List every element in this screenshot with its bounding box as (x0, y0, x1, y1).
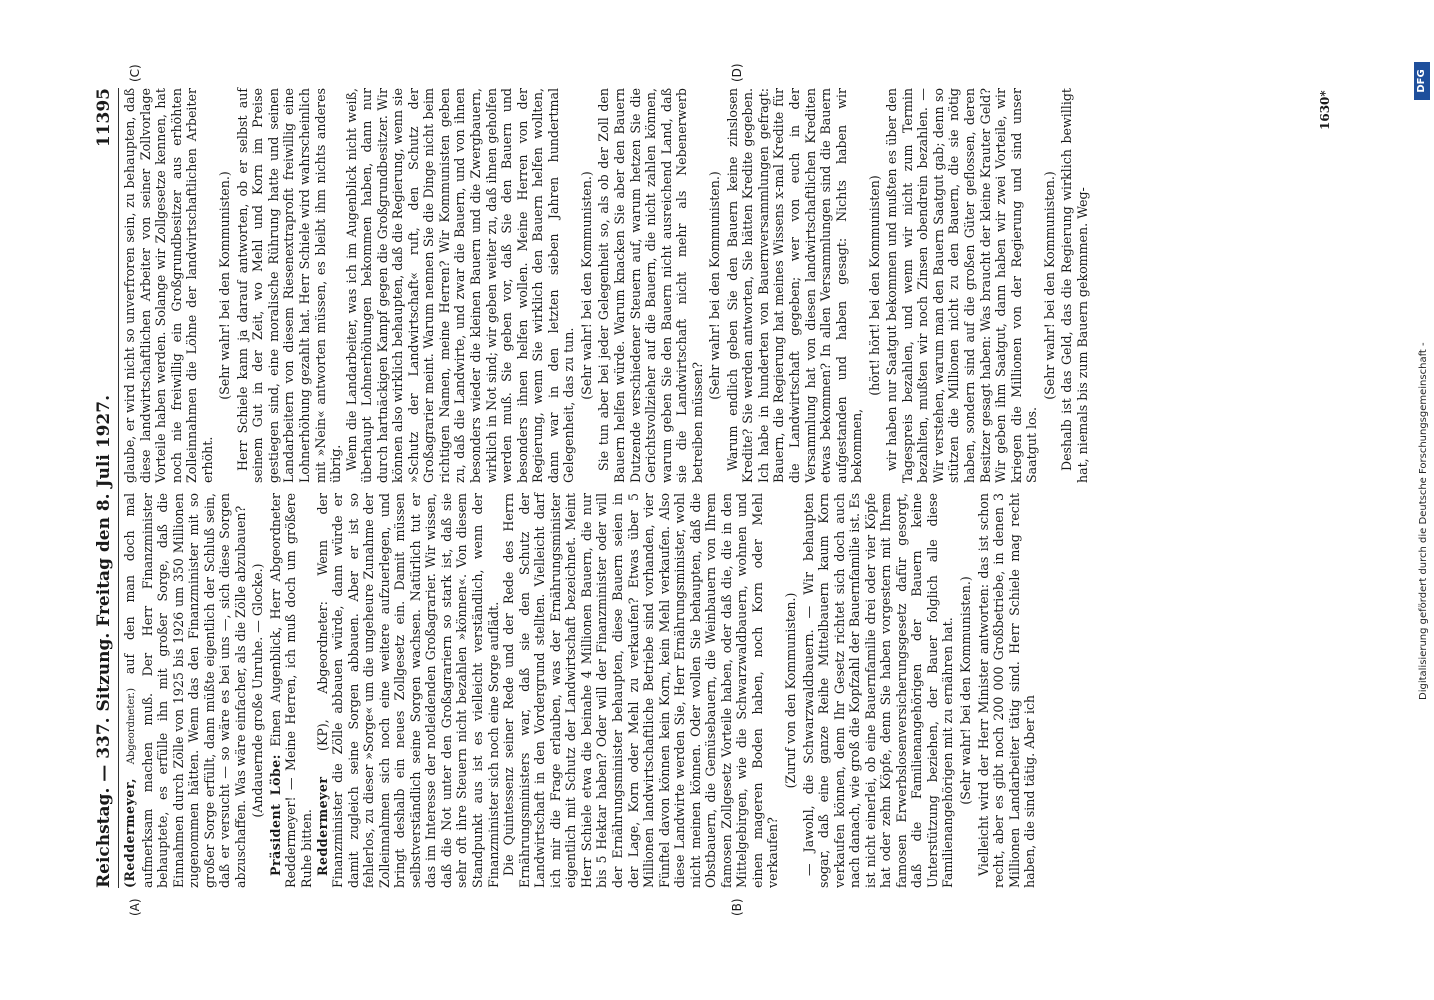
interjection: (Sehr wahr! bei den Kommunisten.) (957, 576, 973, 805)
paragraph: wir haben nur Saatgut bekommen und mußten es über den Tagespreis bezahlen, und wenn wir nicht zum Termin bezahlten, mußten wir noch Zinsen obendrein bezahlen. — Wir verstehen, warum man den Bauern Saatgut gab; denn so stützen die Millionen nicht zu den Bauern, die sie nötig haben, sondern sind auf die großen Güter geflossen, deren Besitzer gesagt haben: Was braucht der kleine Krauter Geld? Wir geben ihm Saatgut, dann haben wir zwei Vorteile, wir kriegen die Millionen von der Regierung und sind unser Saatgut los. (884, 88, 1040, 483)
paragraph: Die Quintessenz seiner Rede und der Rede des Herrn Ernährungsministers war, daß sie den Schutz der Landwirtschaft in den Vordergrund stellten. Vielleicht darf ich mir die Frage erlauben, was der Ernährungsminister eigentlich mit Schutz der Landwirtschaft bezeichnet. Meint Herr Schiele etwa die beinahe 4 Millionen Bauern, die nur bis 5 Hektar haben? Oder will der Finanzminister oder will der Ernährungsminister behaupten, diese Bauern seien in der Lage, Korn oder Mehl zu verkaufen? Etwas über 5 Millionen landwirtschaftliche Betriebe sind vorhanden, vier Fünftel davon können kein Korn, kein Mehl verkaufen. Also diese Landwirte werden Sie, Herr Ernährungsminister, wohl nicht meinen können. Oder wollen Sie behaupten, daß die Obstbauern, die Gemüsebauern, die Weinbauern von Ihrem famosen Zollgesetz Vorteile haben, oder daß die, die in den Mittelgebirgen, wie die Schwarzwaldbauern, wohnen und einen mageren Boden haben, noch Korn oder Mehl verkaufen? (501, 493, 781, 888)
paragraph-text: Einen Augenblick, Herr Abgeordneter Reddermeyer! — Meine Herren, ich muß doch um größere Ruhe bitten. (267, 493, 315, 888)
paragraph (122, 493, 248, 888)
interjection: (Andauernde große Unruhe. — Glocke.) (250, 563, 266, 818)
paragraph (315, 493, 502, 888)
interjection: (Sehr wahr! bei den Kommunisten.) (217, 171, 233, 400)
margin-letter-a: (A) (128, 898, 142, 916)
digitization-note: Digitalisierung gefördert durch die Deutsche Forschungsgemeinschaft - (1418, 342, 1429, 700)
interjection: (Sehr wahr! bei den Kommunisten.) (707, 171, 723, 400)
page-header (92, 88, 119, 888)
speaker-name: Präsident Löbe: (267, 754, 283, 876)
paragraph: Vielleicht wird der Herr Minister antworten: das ist schon recht, aber es gibt noch 200 000 Großbetriebe, in denen 3 Millionen Landarbeiter tätig sind. Herr Schiele mag recht haben, die sind tätig. Aber ich (975, 493, 1038, 888)
sheet-number: 1630* (1318, 90, 1332, 130)
interjection: (Zuruf von den Kommunisten.) (782, 592, 798, 789)
interjection: (hört! hört! bei den Kommunisten) (866, 175, 882, 396)
paragraph: — Jawohl, die Schwarzwaldbauern. — Wir behaupten sogar, daß eine ganze Reihe Mittelbauern kaum Korn verkaufen können, denn Ihr Gesetz richtet sich doch auch nach danach, wie groß die Kopfzahl der Bauernfamilie ist. Es ist nicht einerlei, ob eine Bauernfamilie drei oder vier Köpfe hat oder zehn Köpfe, denn Sie haben vorgestern mit Ihrem famosen Erwerbslosenversicherungsgesetz dafür gesorgt, daß die Familienangehörigen der Bauern keine Unterstützung beziehen, der Bauer folglich alle diese Familienangehörigen mit zu ernähren hat. (800, 493, 956, 888)
speaker-name: (Reddermeyer, (122, 778, 137, 888)
speaker-role: Abgeordneter.) (126, 687, 137, 765)
text-column-left (122, 493, 1038, 888)
interjection: (Sehr wahr! bei den Kommunisten.) (578, 171, 594, 400)
paragraph: Deshalb ist das Geld, das die Regierung wirklich bewilligt hat, niemals bis zum Bauern gekommen. Weg- (1059, 88, 1090, 483)
page-number: 11395 (94, 88, 114, 148)
text-column-right (122, 88, 1090, 483)
header-title: Reichstag. — 337. Sitzung. Freitag den 8. Juli 1927. (94, 395, 114, 888)
paragraph: Sie tun aber bei jeder Gelegenheit so, als ob der Zoll den Bauern helfen würde. Warum knacken Sie aber den Bauern Dutzende verschiedener Steuern auf, warum hetzen Sie die Gerichtsvollzieher auf die Bauern, die nicht zahlen können, warum geben Sie den Bauern nicht ausreichend Land, daß sie die Landwirtschaft nicht mehr als Nebenerwerb betreiben müssen? (596, 88, 705, 483)
speaker-name: Reddermeyer (314, 776, 330, 876)
dfg-logo: DFG (1414, 62, 1430, 100)
margin-letter-c: (C) (128, 64, 142, 82)
paragraph: Wenn die Landarbeiter, was ich im Augenblick nicht weiß, überhaupt Lohnerhöhungen bekommen haben, dann nur durch hartnäckigen Kampf gegen die Großgrundbesitzer. Wir können also wirklich behaupten, daß die Regierung, wenn sie »Schutz der Landwirtschaft« ruft, den Schutz der Großagrarier meint. Warum nennen Sie die Dinge nicht beim richtigen Namen, meine Herren? Wir Kommunisten geben zu, daß die Landwirte, und zwar die Bauern, und von ihnen besonders wieder die kleinen Bauern und die Zwergbauern, wirklich in Not sind; wir geben weiter zu, daß ihnen geholfen werden muß. Sie geben vor, daß Sie den Bauern und besonders ihnen helfen wollen. Meine Herren von der Regierung, wenn Sie wirklich den Bauern helfen wollten, dann war in den letzten sieben Jahren hundertmal Gelegenheit, das zu tun. (343, 88, 577, 483)
paragraph (268, 493, 315, 888)
interjection: (Sehr wahr! bei den Kommunisten.) (1041, 171, 1057, 400)
paragraph: glaube, er wird nicht so unverfroren sein, zu behaupten, daß diese landwirtschaftlichen Arbeiter von seiner Zollvorlage Vorteile haben werden. Solange wir Zollgesetze kennen, hat noch nie freiwillig ein Großgrundbesitzer aus erhöhten Zolleinnahmen die Löhne der landwirtschaftlichen Arbeiter erhöht. (122, 88, 215, 483)
paragraph: Herr Schiele kann ja darauf antworten, ob er selbst auf seinem Gut in der Zeit, wo Mehl und Korn im Preise gestiegen sind, eine moralische Rührung hatte und seinen Landarbeitern von diesem Riesenextraprofit freiwillig eine Lohnerhöhung gezahlt hat. Herr Schiele wird wahrscheinlich mit »Nein« antworten müssen, es bleibt ihm nichts anderes übrig. (234, 88, 344, 483)
paragraph: Warum endlich geben Sie den Bauern keine zinslosen Kredite? Sie werden antworten, Sie hätten Kredite gegeben. Ich habe in hunderten von Bauernversammlungen gefragt: Bauern, die Regierung hat meines Wissens x-mal Kredite für die Landwirtschaft gegeben; wer von euch in der Versammlung hat von diesen landwirtschaftlichen Krediten etwas bekommen? In allen Versammlungen sind die Bauern aufgestanden und haben gesagt: Nichts haben wir bekommen, (724, 88, 865, 483)
margin-letter-d: (D) (730, 63, 744, 82)
margin-letter-b: (B) (730, 898, 744, 916)
paragraph-text: (KP), Abgeordneter: Wenn der Finanzminister die Zölle abbauen würde, dann würde er damit zugleich seine Sorgen abbauen. Aber er ist so fehlerlos, zu dieser »Sorge« um die ungeheure Zunahme der Zolleinnahmen sich noch eine weitere aufzuerlegen, und bringt deshalb ein neues Zollgesetz ein. Damit müssen selbstverständlich seine Sorgen wachsen. Natürlich tut er das im Interesse der notleidenden Großagrarier. Wir wissen, daß die Not unter den Großagrariern so stark ist, daß sie sehr oft ihre Steuern nicht bezahlen »können«. Von diesem Standpunkt aus ist es vielleicht verständlich, wenn der Finanzminister sich noch eine Sorge auflädt. (314, 493, 501, 888)
paragraph-text: auf den man doch mal aufmerksam machen muß. Der Herr Finanzminister behauptete, es erfülle ihn mit großer Sorge, daß die Einnahmen durch Zölle von 1925 bis 1926 um 350 Millionen zugenommen hätten. Wenn das den Finanzminister mit so großer Sorge erfüllt, dann müßte eigentlich der Schluß sein, daß er versucht — so wäre es bei uns —, sich diese Sorgen abzuschaffen. Was wäre einfacher, als die Zölle abzubauen? (122, 493, 248, 888)
